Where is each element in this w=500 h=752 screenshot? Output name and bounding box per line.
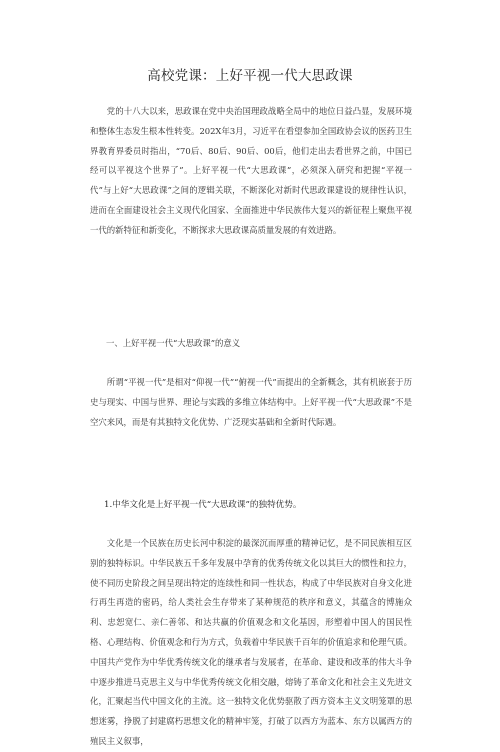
subsection-heading-1: 1.中华文化是上好平视一代“大思政课”的独特优势。 [104, 500, 302, 510]
definition-paragraph-block [90, 373, 412, 432]
culture-paragraph-block [90, 534, 412, 752]
intro-paragraph-block [90, 102, 412, 241]
definition-paragraph: 所谓“平视一代”是相对“仰视一代”“俯视一代”而提出的全新概念，其有机嵌套于历史与现实、中国与世界、理论与实践的多维立体结构中。上好平视一代“大思政课”不是空穴来风，而是有其独特文化优势、广泛现实基础和全新时代际遇。 [90, 377, 412, 427]
intro-paragraph: 党的十八大以来，思政课在党中央治国理政战略全局中的地位日益凸显，发展环境和整体生态发生根本性转变。202X年3月，习近平在看望参加全国政协会议的医药卫生界教育界委员时指出，“70后、80后、90后、00后，他们走出去看世界之前，中国已经可以平视这个世界了”。上好平视一代“大思政课”，必须深入研究和把握“平视一代”与上好“大思政课”之间的逻辑关联，不断深化对新时代思政课建设的规律性认识，进而在全面建设社会主义现代化国家、全面推进中华民族伟大复兴的新征程上聚焦平视一代的新特征和新变化，不断探求大思政课高质量发展的有效进路。 [90, 106, 412, 235]
page-title: 高校党课：上好平视一代大思政课 [147, 68, 353, 84]
culture-paragraph: 文化是一个民族在历史长河中积淀的最深沉而厚重的精神记忆，是不同民族相互区别的独特标识。中华民族五千多年发展中孕育的优秀传统文化以其巨大的惯性和拉力，使不同历史阶段之间呈现出特定的连续性和同一性状态，构成了中华民族对自身文化进行再生再造的密码，给人类社会生存带来了某种规范的秩序和意义，其蕴含的博施众利、忠恕宽仁、亲仁善邻、和达共赢的价值观念和文化基因，形塑着中国人的国民性格、心理结构、价值观念和行为方式，负载着中华民族千百年的价值追求和伦理气质。中国共产党作为中华优秀传统文化的继承者与发展者，在革命、建设和改革的伟大斗争中逐步推进马克思主义与中华优秀传统文化相交融，熔铸了革命文化和社会主义先进文化，汇聚起当代中国文化的主流。这一独特文化优势驱散了西方资本主义文明笼罩的思想迷雾，挣脱了封建腐朽思想文化的精神牢笼，打破了以西方为蓝本、东方以属西方的殖民主义叙事， [90, 538, 412, 746]
section-heading-1: 一、上好平视一代“大思政课”的意义 [106, 338, 241, 348]
